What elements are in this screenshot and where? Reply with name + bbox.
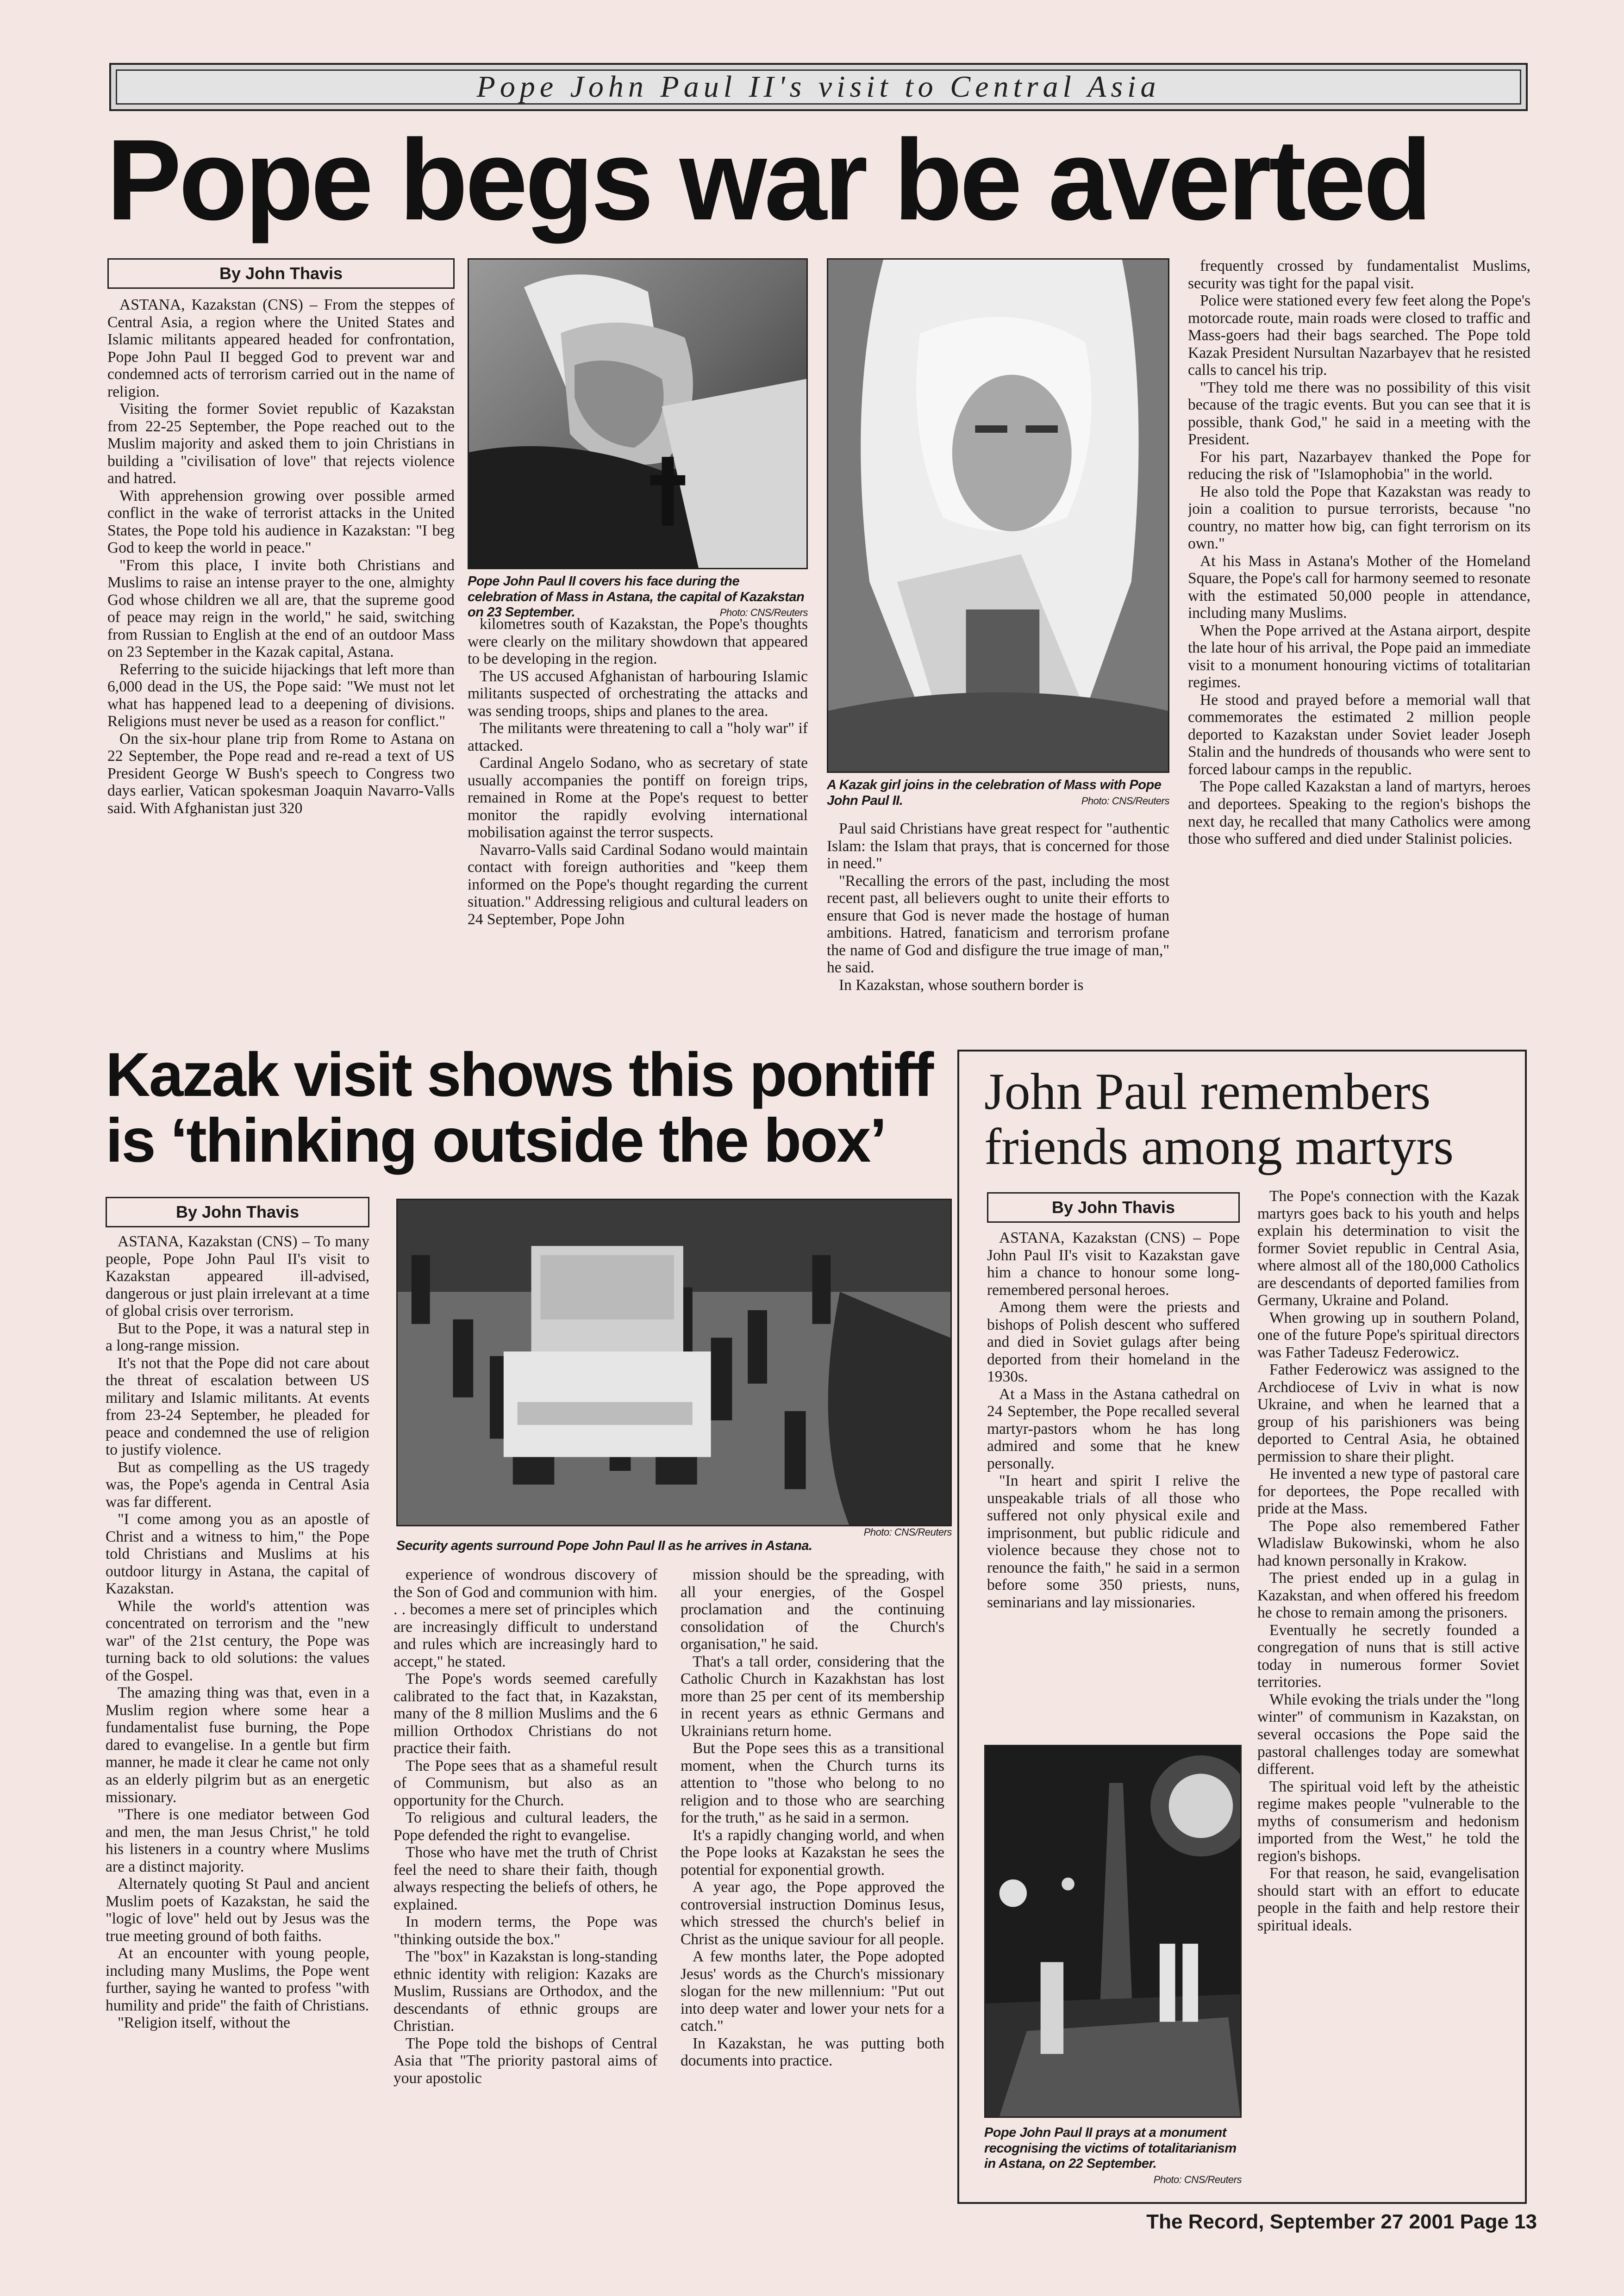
paragraph: It's not that the Pope did not care about the threat of escalation between US military and Islamic militants. At events from 23-24 September, he pleaded for peace and condemned the use of religion to justify violence.: [106, 1354, 369, 1459]
paragraph: Visiting the former Soviet republic of Kazakstan from 22-25 September, the Pope reached out to the Muslim majority and asked them to join Christians in building a "civilisation of love" that rejects violence and hatred.: [107, 400, 455, 487]
paragraph: When growing up in southern Poland, one of the future Pope's spiritual directors was Father Tadeusz Federowicz.: [1257, 1309, 1519, 1361]
paragraph: To religious and cultural leaders, the Pope defended the right to evangelise.: [394, 1809, 657, 1844]
paragraph: The amazing thing was that, even in a Muslim region where some hear a fundamentalist fuse burning, the Pope dared to evangelise. In a gentle but firm manner, he made it clear he came not only as an elderly pilgrim but as an energetic missionary.: [106, 1684, 369, 1806]
paragraph: Navarro-Valls said Cardinal Sodano would maintain contact with foreign authorities and "keep them informed on the Pope's thought regarding the current situation." Addressing religious and cultural leaders on 24 September, Pope John: [468, 841, 808, 928]
paragraph: A few months later, the Pope adopted Jesus' words as the Church's missionary slogan for the new millennium: "Put out into deep water and lower your nets for a catch.": [681, 1948, 944, 2035]
paragraph: In Kazakstan, whose southern border is: [839, 976, 1084, 994]
caption-text: Pope John Paul II prays at a monument recognising the victims of totalitarianism in Astana, on 22 September.: [984, 2125, 1237, 2172]
banner-inner: [116, 69, 1521, 105]
paragraph: frequently crossed by fundamentalist Muslims, security was tight for the papal visit.: [1188, 257, 1530, 292]
paragraph: mission should be the spreading, with all your energies, of the Gospel proclamation and the continuing consolidation of the Church's organisation," he said.: [681, 1566, 944, 1653]
paragraph: While the world's attention was concentrated on terrorism and the "new war" of the 21st century, the Pope was turning back to old solutions: the values of the Gospel.: [106, 1597, 369, 1684]
paragraph: experience of wondrous discovery of the Son of God and communion with him. . . becomes a mere set of principles which are increasingly difficult to understand and rules which are increasingly hard to accept," he stated.: [394, 1566, 657, 1670]
paragraph: The priest ended up in a gulag in Kazakstan, and when offered his freedom he chose to remain among the prisoners.: [1257, 1569, 1519, 1622]
story2-column-1: [106, 1233, 369, 2213]
paragraph: That's a tall order, considering that the Catholic Church in Kazakhstan has lost more than 25 per cent of its membership in recent years as ethnic Germans and Ukrainians return home.: [681, 1653, 944, 1740]
paragraph: On the six-hour plane trip from Rome to Astana on 22 September, the Pope read and re-read a text of US President George W Bush's speech to Congress two days earlier, Vatican spokesman Joaquin Navarro-Valls said. With Afghanistan just 320: [107, 730, 455, 817]
paragraph: Referring to the suicide hijackings that left more than 6,000 dead in the US, the Pope said: "We must not let what has happened lead to a deepening of divisions. Religions must never be used as a reason for conflict.": [107, 660, 455, 730]
paragraph: The spiritual void left by the atheistic regime makes people "vulnerable to the myths of consumerism and hedonism imported from the West," he told the region's bishops.: [1257, 1778, 1519, 1865]
paragraph: In modern terms, the Pope was "thinking outside the box.": [394, 1913, 657, 1948]
paragraph: At an encounter with young people, including many Muslims, the Pope went further, saying he wanted to profess "with humility and pride" the faith of Christians.: [106, 1945, 369, 2014]
security-agents-photo: [396, 1199, 952, 1526]
paragraph: Those who have met the truth of Christ feel the need to share their faith, though always respecting the beliefs of others, he explained.: [394, 1844, 657, 1913]
story1-byline: By John Thavis: [107, 258, 455, 289]
page-footer: The Record, September 27 2001 Page 13: [1146, 2210, 1537, 2233]
paragraph: "Recalling the errors of the past, including the most recent past, all believers ought to unite their efforts to ensure that God is never made the hostage of human ambitions. Hatred, fanaticism and terrorism profane the name of God and disfigure the true image of man," he said.: [827, 872, 1169, 977]
paragraph: The Pope sees that as a shameful result of Communism, but also as an opportunity for the Church.: [394, 1757, 657, 1809]
paragraph: "From this place, I invite both Christians and Muslims to raise an intense prayer to the one, almighty God whose children we all are, that the supreme good of peace may reign in the world," he said, switching from Russian to English at the end of an outdoor Mass on 23 September in the Kazak capital, Astana.: [107, 556, 455, 661]
photo-credit: Photo: CNS/Reuters: [863, 1526, 952, 1538]
paragraph: While evoking the trials under the "long winter" of communism in Kazakstan, on several occasions the Pope said the pastoral challenges today are somewhat different.: [1257, 1691, 1519, 1778]
paragraph: But to the Pope, it was a natural step in a long-range mission.: [106, 1319, 369, 1355]
paragraph: kilometres south of Kazakstan, the Pope's thoughts were clearly on the military showdown that appeared to be developing in the region.: [468, 616, 808, 668]
paragraph: "They told me there was no possibility of this visit because of the tragic events. But you can see that it is possible, thank God," he said in a meeting with the President.: [1188, 379, 1530, 448]
caption-text: Security agents surround Pope John Paul II as he arrives in Astana.: [396, 1538, 812, 1553]
paragraph: Eventually he secretly founded a congregation of nuns that is still active today in numerous former Soviet territories.: [1257, 1621, 1519, 1691]
paragraph: He stood and prayed before a memorial wall that commemorates the estimated 2 million people deported to Kazakstan under Soviet leader Joseph Stalin and the hundreds of thousands who were sent to forced labour camps in the republic.: [1188, 691, 1530, 778]
photo-credit: Photo: CNS/Reuters: [719, 607, 808, 619]
story2-headline: Kazak visit shows this pontiff is ‘thinking outside the box’: [106, 1040, 933, 1176]
paragraph: Alternately quoting St Paul and ancient Muslim poets of Kazakstan, he said the "logic of love" held out by Jesus was the true meeting ground of both faiths.: [106, 1875, 369, 1945]
kazak-girl-photo: [827, 258, 1169, 773]
story1-column-4: [1188, 257, 1530, 1031]
photo-credit: Photo: CNS/Reuters: [1153, 2173, 1242, 2185]
paragraph: A year ago, the Pope approved the controversial instruction Dominus Iesus, which stressed the church's belief in Christ as the unique saviour for all people.: [681, 1879, 944, 1948]
story1-column-2: [468, 616, 808, 1031]
story1-column-1: [107, 296, 455, 1031]
paragraph: At his Mass in Astana's Mother of the Homeland Square, the Pope's call for harmony seemed to resonate with the estimated 50,000 people in attendance, including many Muslims.: [1188, 552, 1530, 622]
photo-credit: Photo: CNS/Reuters: [1081, 795, 1169, 807]
story3-column-1: [987, 1229, 1240, 1731]
story3-photo-caption: [984, 2125, 1242, 2185]
story2-photo-caption: [396, 1526, 952, 1554]
story3-headline: John Paul remembers friends among martyrs: [984, 1063, 1454, 1176]
section-banner: [109, 63, 1528, 111]
paragraph: ASTANA, Kazakstan (CNS) – To many people, Pope John Paul II's visit to Kazakstan appeared ill-advised, dangerous or just plain irrelevant at a time of global crisis over terrorism.: [106, 1233, 369, 1320]
paragraph: "In heart and spirit I relive the unspeakable trials of all those who suffered not only physical exile and imprisonment, but public ridicule and violence because they chose not to renounce the faith," he said in a sermon before some 350 priests, nuns, seminarians and lay missionaries.: [987, 1472, 1240, 1611]
paragraph: He invented a new type of pastoral care for deportees, the Pope recalled with pride at the Mass.: [1257, 1465, 1519, 1518]
paragraph: For his part, Nazarbayev thanked the Pope for reducing the risk of "Islamophobia" in the world.: [1188, 448, 1530, 483]
paragraph: Among them were the priests and bishops of Polish descent who suffered and died in Soviet gulags after being deported from their homeland in the 1930s.: [987, 1299, 1240, 1386]
paragraph: It's a rapidly changing world, and when the Pope looks at Kazakstan he sees the potential for exponential growth.: [681, 1826, 944, 1879]
paragraph: Father Federowicz was assigned to the Archdiocese of Lviv in what is now Ukraine, and when he learned that a group of his parishioners was being deported to Central Asia, he obtained permission to share their plight.: [1257, 1361, 1519, 1465]
caption-text: A Kazak girl joins in the celebration of Mass with Pope John Paul II.: [827, 778, 1162, 808]
pope-covering-face-photo: [468, 258, 808, 569]
paragraph: Paul said Christians have great respect for "authentic Islam: the Islam that prays, that is concerned for those in need.": [827, 820, 1169, 872]
story3-column-2: [1257, 1188, 1519, 2196]
paragraph: At a Mass in the Astana cathedral on 24 September, the Pope recalled several martyr-pastors whom he has long admired and some that he knew personally.: [987, 1385, 1240, 1472]
caption-text: Pope John Paul II covers his face during the celebration of Mass in Astana, the capital of Kazakstan on 23 September.: [468, 574, 805, 620]
paragraph: Cardinal Angelo Sodano, who as secretary of state usually accompanies the pontiff on foreign trips, remained in Rome at the Pope's request to better monitor the rapidly evolving international mobilisation against the terror suspects.: [468, 754, 808, 841]
paragraph: ASTANA, Kazakstan (CNS) – Pope John Paul II's visit to Kazakstan gave him a chance to honour some long-remembered personal heroes.: [987, 1229, 1240, 1299]
story1-photo1-caption: [468, 574, 808, 621]
paragraph: "There is one mediator between God and men, the man Jesus Christ," he told his listeners in a country where Muslims are a distinct majority.: [106, 1806, 369, 1875]
paragraph: The militants were threatening to call a "holy war" if attacked.: [468, 720, 808, 754]
paragraph: The Pope called Kazakstan a land of martyrs, heroes and deportees. Speaking to the region's bishops the next day, he recalled that many Catholics were among those who suffered and died under Stalinist policies.: [1188, 778, 1530, 848]
banner-text: Pope John Paul II's visit to Central Asia: [476, 70, 1161, 104]
paragraph: "I come among you as an apostle of Christ and a witness to him," the Pope told Christians and Muslims at his outdoor liturgy in Astana, the capital of Kazakstan.: [106, 1511, 369, 1598]
story2-column-3: [681, 1566, 944, 2213]
story2-column-2: [394, 1566, 657, 2213]
paragraph: The Pope's connection with the Kazak martyrs goes back to his youth and helps explain his determination to visit the former Soviet republic in Central Asia, where almost all of the 180,000 Catholics are descendants of deported families from Germany, Ukraine and Poland.: [1257, 1188, 1519, 1309]
paragraph: The Pope told the bishops of Central Asia that "The priority pastoral aims of your apostolic: [394, 2035, 657, 2087]
story3-byline: By John Thavis: [987, 1192, 1240, 1223]
story1-column-3: [827, 820, 1169, 1031]
story2-byline: By John Thavis: [106, 1197, 369, 1227]
paragraph: ASTANA, Kazakstan (CNS) – From the steppes of Central Asia, a region where the United States and Islamic militants appeared headed for confrontation, Pope John Paul II begged God to prevent war and condemned acts of terrorism carried out in the name of religion.: [107, 296, 455, 400]
paragraph: With apprehension growing over possible armed conflict in the wake of terrorist attacks in the United States, the Pope told his audience in Kazakstan: "I beg God to keep the world in peace.": [107, 487, 455, 557]
paragraph: Police were stationed every few feet along the Pope's motorcade route, main roads were closed to traffic and Mass-goers had their bags searched. The Pope told Kazak President Nursultan Nazarbayev that he resisted calls to cancel his trip.: [1188, 292, 1530, 379]
paragraph: But the Pope sees this as a transitional moment, when the Church turns its attention to "those who belong to no religion and to those who are searching for the truth," as he said in a sermon.: [681, 1740, 944, 1827]
paragraph: The US accused Afghanistan of harbouring Islamic militants suspected of orchestrating the attacks and was sending troops, ships and planes to the area.: [468, 667, 808, 720]
paragraph: In Kazakstan, he was putting both documents into practice.: [681, 2035, 944, 2070]
paragraph: For that reason, he said, evangelisation should start with an effort to educate people in the faith and help restore their spiritual ideals.: [1257, 1865, 1519, 1934]
paragraph: But as compelling as the US tragedy was, the Pope's agenda in Central Asia was far different.: [106, 1458, 369, 1511]
paragraph: The Pope's words seemed carefully calibrated to the fact that, in Kazakstan, many of the 8 million Muslims and the 6 million Orthodox Christians do not practice their faith.: [394, 1670, 657, 1757]
pope-at-monument-photo: [984, 1745, 1242, 2118]
paragraph: "Religion itself, without the: [118, 2014, 290, 2032]
paragraph: The "box" in Kazakstan is long-standing ethnic identity with religion: Kazaks are Muslim, Russians are Orthodox, and the descendants of ethnic groups are Christian.: [394, 1948, 657, 2035]
paragraph: The Pope also remembered Father Wladislaw Bukowinski, whom he also had known personally in Krakow.: [1257, 1517, 1519, 1569]
story1-headline: Pope begs war be averted: [106, 115, 1430, 244]
paragraph: When the Pope arrived at the Astana airport, despite the late hour of his arrival, the Pope paid an immediate visit to a monument honouring victims of totalitarian regimes.: [1188, 622, 1530, 691]
paragraph: He also told the Pope that Kazakstan was ready to join a coalition to pursue terrorists, because "no country, no matter how big, can fight terrorism on its own.": [1188, 483, 1530, 553]
story1-photo2-caption: [827, 778, 1169, 809]
